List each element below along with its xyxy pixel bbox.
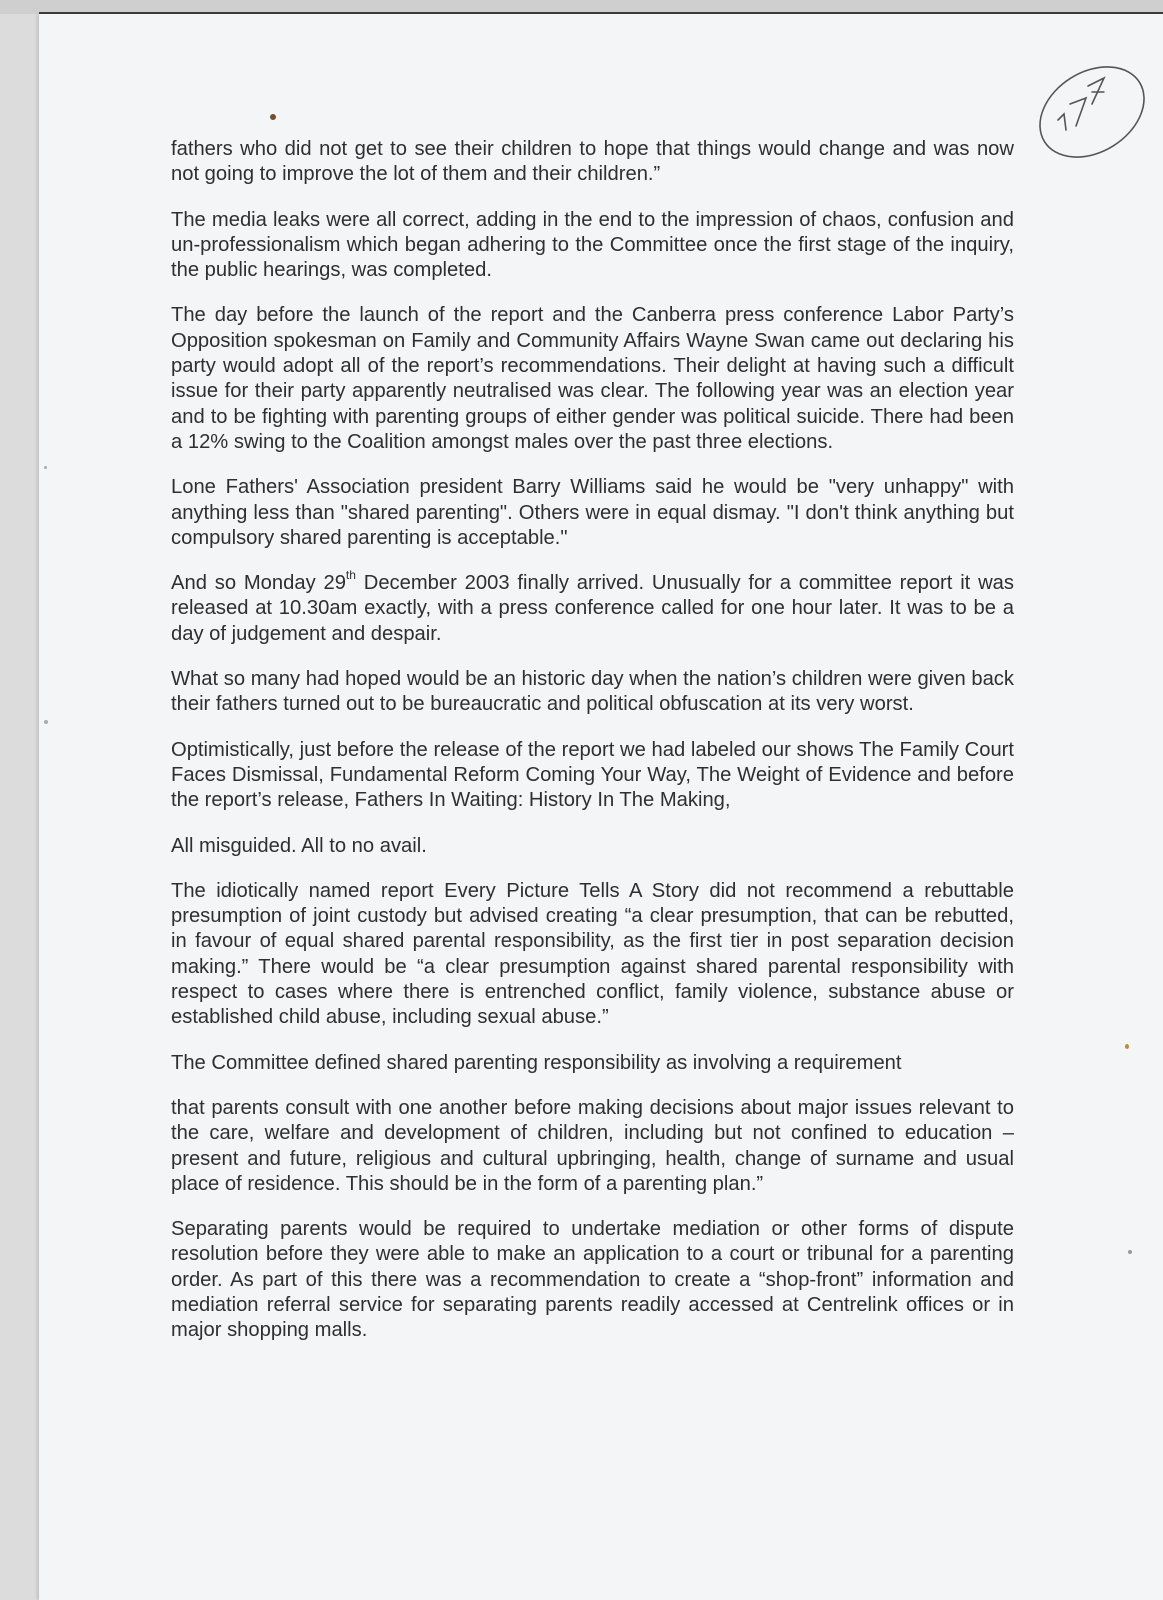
body-text (171, 137, 1014, 1364)
paragraph: fathers who did not get to see their children to hope that things would change and was now not going to improve the lot of them and their children.” (171, 138, 1014, 186)
paragraph: Separating parents would be required to undertake mediation or other forms of dispute resolution before they were able to make an application to a court or tribunal for a parenting order. As part of this there was a recommendation to create a “shop-front” information and mediation referral service for separating parents readily accessed at Centrelink offices or in major shopping malls. (171, 1218, 1014, 1342)
paragraph (171, 568, 1014, 647)
scan-speck (1128, 1250, 1132, 1254)
date-text: And so Monday 29 (171, 572, 346, 595)
paragraph: The media leaks were all correct, adding in the end to the impression of chaos, confusion and un-professionalism which began adhering to the Committee once the first stage of the inquiry, the public hearings, was completed. (171, 208, 1014, 282)
paragraph: All misguided. All to no avail. (171, 834, 427, 857)
quoted-paragraph: that parents consult with one another before making decisions about major issues relevant to the care, welfare and development of children, including but not confined to education – present and future, religious and cultural upbringing, health, change of surname and usual place of residence. This should be in the form of a parenting plan.” (171, 1096, 1014, 1195)
paragraph: Lone Fathers' Association president Barry Williams said he would be "very unhappy" with anything less than "shared parenting". Others were in equal dismay. "I don't think anything but compulsory shared parenting is acceptable." (171, 476, 1014, 549)
scan-speck (44, 720, 48, 724)
scan-speck (44, 466, 47, 469)
paragraph: What so many had hoped would be an historic day when the nation’s children were given back their fathers turned out to be bureaucratic and political obfuscation at its very worst. (171, 668, 1014, 716)
page-edge-line (39, 12, 1163, 14)
paragraph: The Committee defined shared parenting responsibility as involving a requirement (171, 1051, 902, 1074)
paragraph-continuation: December 2003 finally arrived. Unusually for a committee report it was released at 10.30am exactly, with a press conference called for one hour later. It was to be a day of judgement and despair. (171, 572, 1014, 645)
paragraph: Optimistically, just before the release of the report we had labeled our shows The Family Court Faces Dismissal, Fundamental Reform Coming Your Way, The Weight of Evidence and before the report’s release, Fathers In Waiting: History In The Making, (171, 738, 1014, 812)
handwritten-page-number (1030, 52, 1160, 182)
scan-speck (270, 114, 276, 120)
paragraph: The idiotically named report Every Picture Tells A Story did not recommend a rebuttable presumption of joint custody but advised creating “a clear presumption, that can be rebutted, in favour of equal shared parental responsibility, as the first tier in post separation decision making.” There would be “a clear presumption against shared parental responsibility with respect to cases where there is entrenched conflict, family violence, substance abuse or established child abuse, including sexual abuse.” (171, 879, 1014, 1029)
ordinal-suffix: th (345, 568, 356, 583)
scan-speck (1125, 1044, 1129, 1049)
paragraph: The day before the launch of the report and the Canberra press conference Labor Party’s Opposition spokesman on Family and Community Affairs Wayne Swan came out declaring his party would adopt all of the report’s recommendations. Their delight at having such a difficult issue for their party apparently neutralised was clear. The following year was an election year and to be fighting with parenting groups of either gender was political suicide. There had been a 12% swing to the Coalition amongst males over the past three elections. (171, 304, 1014, 453)
